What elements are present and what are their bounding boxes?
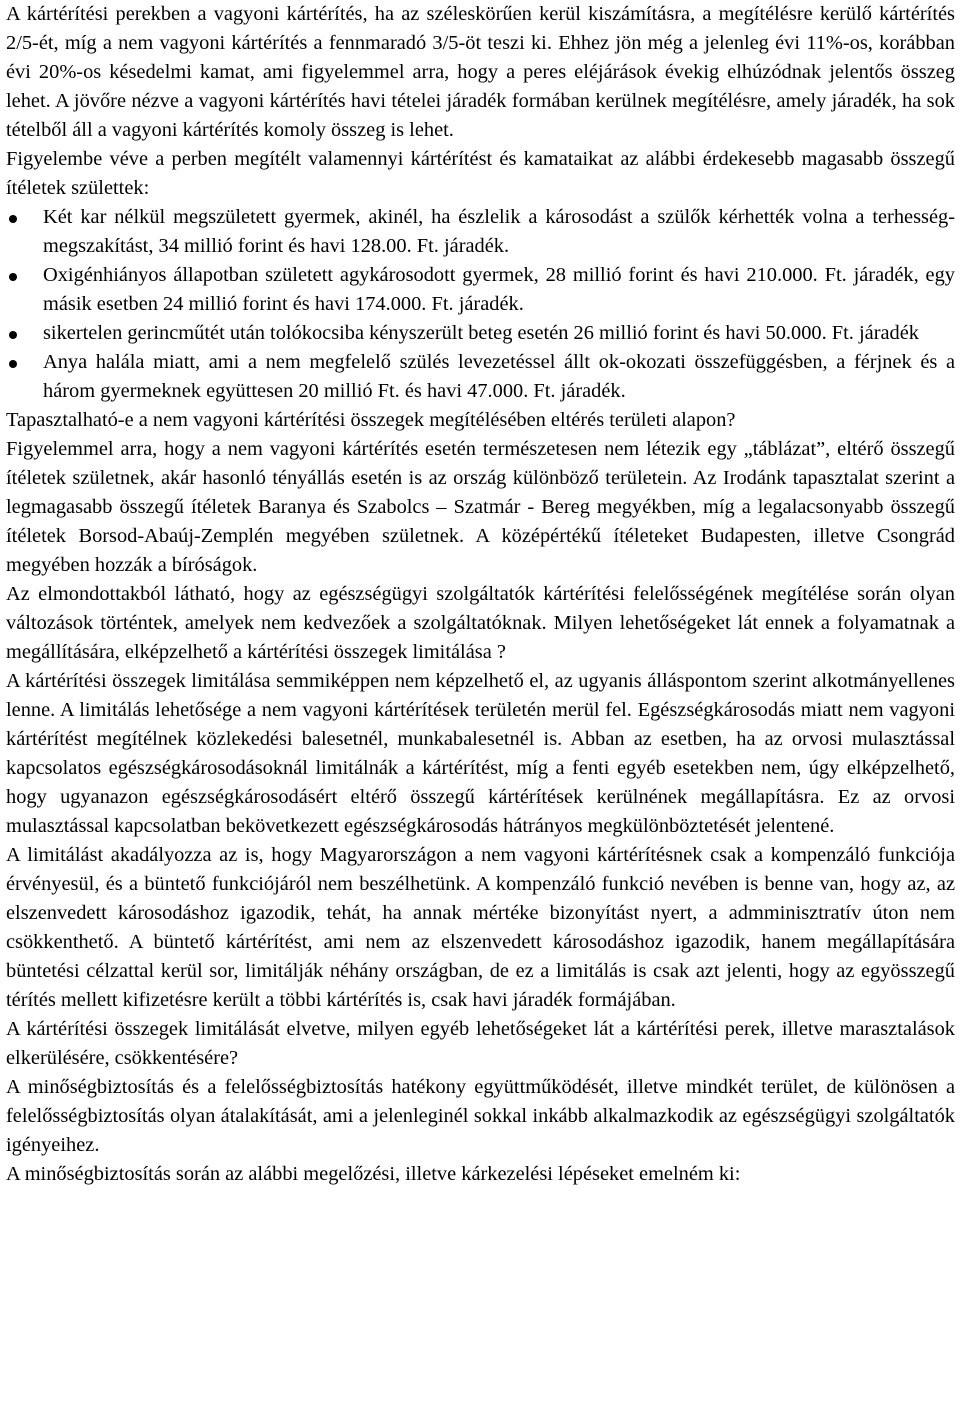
bullet-icon: [9, 215, 17, 223]
bullet-icon: [9, 360, 17, 368]
list-item: [6, 319, 955, 348]
bullet-icon: [9, 331, 17, 339]
question-other-options: A kártérítési összegek limitálását elvetve, milyen egyéb lehetőségeket lát a kártérítési perek, illetve marasztalások elkerülésére, csökkentésére?: [6, 1018, 955, 1069]
list-item-text: Anya halála miatt, ami a nem megfelelő szülés levezetéssel állt ok-okozati összefüggésben, a férjnek és a három gyermeknek együttesen 20 millió Ft. és havi 47.000. Ft. járadék.: [43, 351, 955, 402]
paragraph-limitation-answer: A kártérítési összegek limitálása semmiképpen nem képzelhető el, az ugyanis álláspontom szerint alkotmányellenes lenne. A limitálás lehetősége a nem vagyoni kártérítések területén merül fel. Egészségkárosodás miatt nem vagyoni kártérítést megítélnek közlekedési balesetnél, munkabalesetnél is. Abban az esetben, ha az orvosi mulasztással kapcsolatos egészségkárosodásoknál limitálnák a kártérítést, míg a fenti egyéb esetekben nem, úgy elképzelhető, hogy ugyanazon egészségkárosodásért eltérő összegű kártérítések kerülnének megállapításra. Ez az orvosi mulasztással kapcsolatban bekövetkezett egészségkárosodás hátrányos megkülönböztetését jelentené.: [6, 670, 955, 837]
list-item: [6, 203, 955, 261]
bullet-icon: [9, 273, 17, 281]
list-item: [6, 348, 955, 406]
paragraph-compensatory-function: A limitálást akadályozza az is, hogy Magyarországon a nem vagyoni kártérítésnek csak a kompenzáló funkciója érvényesül, és a büntető funkciójáról nem beszélhetünk. A kompenzáló funkció nevében is benne van, hogy az, az elszenvedett károsodáshoz igazodik, tehát, ha annak mértéke bizonyítást nyert, a admminisztratív úton nem csökkenthető. A büntető kártérítést, ami nem az elszenvedett károsodáshoz igazodik, hanem megállapítására büntetési célzattal kerül sor, limitálják néhány országban, de ez a limitálás is csak azt jelenti, hogy az egyösszegű térítés mellett kifizetésre került a többi kártérítés is, csak havi járadék formájában.: [6, 844, 955, 1011]
list-item-text: sikertelen gerincműtét után tolókocsiba kényszerült beteg esetén 26 millió forint és havi 50.000. Ft. járadék: [43, 322, 919, 344]
paragraph-prevention-steps: A minőségbiztosítás során az alábbi megelőzési, illetve kárkezelési lépéseket emelném ki:: [6, 1163, 741, 1185]
paragraph-verdicts-intro: Figyelembe véve a perben megítélt valamennyi kártérítést és kamataikat az alábbi érdekesebb magasabb összegű ítéletek születtek:: [6, 148, 955, 199]
paragraph-regional-answer: Figyelemmel arra, hogy a nem vagyoni kártérítés esetén természetesen nem létezik egy „táblázat”, eltérő összegű ítéletek születnek, akár hasonló tényállás esetén is az ország különböző területein. Az Irodánk tapasztalat szerint a legmagasabb összegű ítéletek Baranya és Szabolcs – Szatmár - Bereg megyékben, míg a legalacsonyabb összegű ítéletek Borsod-Abaúj-Zemplén megyében születnek. A középértékű ítéleteket Budapesten, illetve Csongrád megyében hozzák a bíróságok.: [6, 438, 955, 576]
list-item-text: Oxigénhiányos állapotban született agykárosodott gyermek, 28 millió forint és havi 210.000. Ft. járadék, egy másik esetben 24 millió forint és havi 174.000. Ft. járadék.: [43, 264, 955, 315]
list-item: [6, 261, 955, 319]
question-limitation: Az elmondottakból látható, hogy az egészségügyi szolgáltatók kártérítési felelősségének megítélése során olyan változások történtek, amelyek nem kedvezőek a szolgáltatóknak. Milyen lehetőségeket lát ennek a folyamatnak a megállítására, elképzelhető a kártérítési összegek limitálása ?: [6, 583, 955, 663]
list-item-text: Két kar nélkül megszületett gyermek, akinél, ha észlelik a károsodást a szülők kérhették volna a terhesség-megszakítást, 34 millió forint és havi 128.00. Ft. járadék.: [43, 206, 955, 257]
question-regional-difference: Tapasztalható-e a nem vagyoni kártérítési összegek megítélésében eltérés területi alapon?: [6, 409, 736, 431]
verdicts-list: [6, 203, 955, 406]
paragraph-quality-insurance: A minőségbiztosítás és a felelősségbiztosítás hatékony együttműködését, illetve mindkét terület, de különösen a felelősségbiztosítás olyan átalakítását, ami a jelenleginél sokkal inkább alkalmazkodik az egészségügyi szolgáltatók igényeihez.: [6, 1076, 955, 1156]
paragraph-damages-intro: A kártérítési perekben a vagyoni kártérítés, ha az széleskörűen kerül kiszámításra, a megítélésre kerülő kártérítés 2/5-ét, míg a nem vagyoni kártérítés a fennmaradó 3/5-öt teszi ki. Ehhez jön még a jelenleg évi 11%-os, korábban évi 20%-os késedelmi kamat, ami figyelemmel arra, hogy a peres eléjárások évekig elhúzódnak jelentős összeg lehet. A jövőre nézve a vagyoni kártérítés havi tételei járadék formában kerülnek megítélésre, amely járadék, ha sok tételből áll a vagyoni kártérítés komoly összeg is lehet.: [6, 3, 955, 141]
